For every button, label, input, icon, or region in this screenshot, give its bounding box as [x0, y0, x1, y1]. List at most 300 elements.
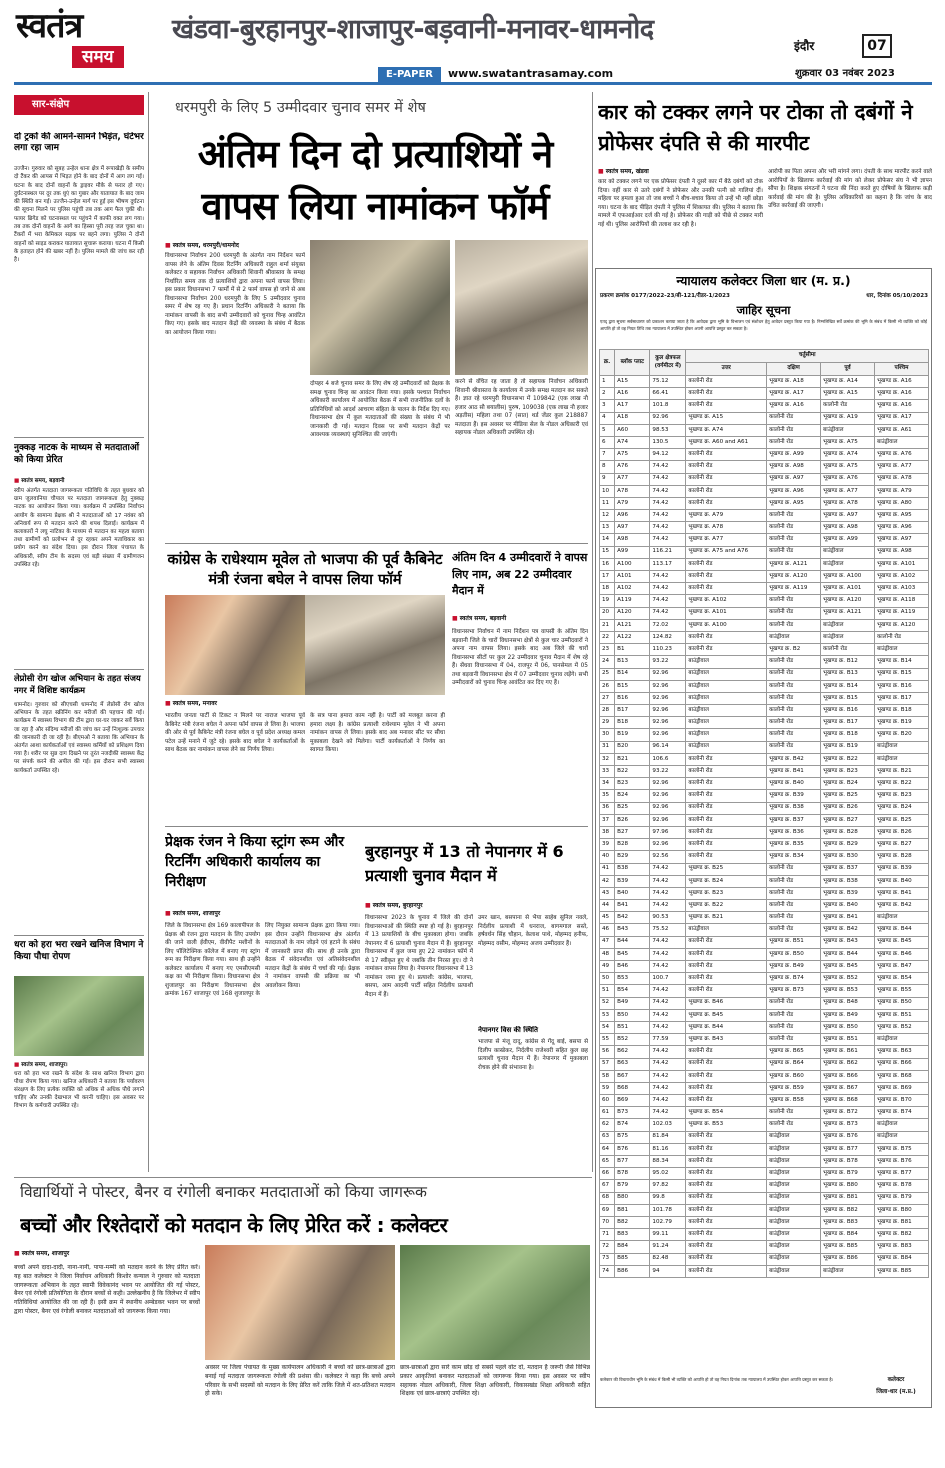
table-row [600, 826, 929, 838]
table-cell: भूखण्ड क्र. B35 [767, 839, 821, 851]
table-cell: भूखण्ड क्र. B42 [821, 924, 875, 936]
notice-date: धार, दिनांक 05/10/2023 [866, 293, 928, 299]
table-cell: 61 [600, 1107, 615, 1119]
divider [165, 826, 588, 827]
table-cell: 40 [600, 851, 615, 863]
table-cell: कालोनी रोड [686, 826, 767, 838]
table-cell: बाउंड्रीवाल [767, 631, 821, 643]
table-cell: B13 [615, 656, 650, 668]
table-cell: B44 [615, 936, 650, 948]
table-cell: कालोनी रोड [767, 412, 821, 424]
table-cell: 74.42 [650, 497, 686, 509]
table-cell: A101 [615, 571, 650, 583]
table-cell: भूखण्ड क्र. A103 [875, 583, 929, 595]
table-cell: A100 [615, 558, 650, 570]
table-cell: भूखण्ड क्र. A101 [875, 558, 929, 570]
newspaper-logo [14, 8, 164, 68]
table-cell: भूखण्ड क्र. A96 [875, 522, 929, 534]
table-cell: 100.7 [650, 973, 686, 985]
table-cell: B52 [615, 1034, 650, 1046]
table-cell: कालोनी रोड [686, 449, 767, 461]
table-cell: बाउंड्रीवाल [821, 546, 875, 558]
table-cell: B21 [615, 753, 650, 765]
table-cell: भूखण्ड क्र. B22 [821, 753, 875, 765]
table-cell: भूखण्ड क्र. A75 [821, 461, 875, 473]
table-cell: बाउंड्रीवाल [767, 1204, 821, 1216]
table-cell: कालोनी रोड [686, 948, 767, 960]
table-cell: कालोनी रोड [686, 1082, 767, 1094]
table-cell: B80 [615, 1192, 650, 1204]
table-cell: 74 [600, 1265, 615, 1277]
table-cell: B43 [615, 924, 650, 936]
table-cell: भूखण्ड क्र. A75 [821, 436, 875, 448]
table-cell: A16 [615, 388, 650, 400]
brief4-byline: ■ स्वतंत्र समय, शाजापुर। [14, 1062, 144, 1070]
table-row [600, 400, 929, 412]
table-cell: 68 [600, 1192, 615, 1204]
table-cell: भूखण्ड क्र. B51 [821, 1034, 875, 1046]
table-cell: B73 [615, 1107, 650, 1119]
table-row [600, 619, 929, 631]
table-cell: B79 [615, 1180, 650, 1192]
table-cell: 26 [600, 680, 615, 692]
table-cell: A76 [615, 461, 650, 473]
table-cell: भूखण्ड क्र. B27 [875, 839, 929, 851]
table-cell: बाउंड्रीवाल [767, 1229, 821, 1241]
table-cell: भूखण्ड क्र. B42 [875, 900, 929, 912]
table-cell: 19 [600, 595, 615, 607]
table-cell: 47 [600, 936, 615, 948]
website-url[interactable]: www.swatantrasamay.com [448, 67, 614, 80]
table-row [600, 863, 929, 875]
table-row [600, 875, 929, 887]
table-cell: बाउंड्रीवाल [767, 1192, 821, 1204]
table-cell: भूखण्ड क्र. A79 [686, 510, 767, 522]
table-cell: भूखण्ड क्र. B74 [875, 1107, 929, 1119]
table-cell: 94.12 [650, 449, 686, 461]
table-cell: 74.42 [650, 1082, 686, 1094]
table-row [600, 485, 929, 497]
table-cell: भूखण्ड क्र. B48 [821, 997, 875, 1009]
col-group-boundaries: चर्तुसीमा [686, 350, 929, 363]
table-row [600, 766, 929, 778]
table-cell: भूखण्ड क्र. A102 [875, 571, 929, 583]
table-cell: भूखण्ड क्र. B79 [821, 1168, 875, 1180]
table-cell: कालोनी रोड [686, 461, 767, 473]
table-cell: A122 [615, 631, 650, 643]
table-cell: 70 [600, 1216, 615, 1228]
table-cell: भूखण्ड क्र. A119 [767, 583, 821, 595]
table-cell: 110.23 [650, 644, 686, 656]
table-cell: बाउंड्रीवाल [875, 436, 929, 448]
table-cell: भूखण्ड क्र. B15 [821, 692, 875, 704]
table-cell: भूखण्ड क्र. B82 [821, 1204, 875, 1216]
table-cell: भूखण्ड क्र. B67 [821, 1082, 875, 1094]
brief4-title: धरा को हरा भरा रखने खनिज विभाग ने किया पौधा रोपण [14, 940, 144, 962]
table-cell: भूखण्ड क्र. B39 [821, 887, 875, 899]
table-row [600, 1119, 929, 1131]
table-cell: 74.42 [650, 1009, 686, 1021]
table-row [600, 705, 929, 717]
plantation-photo [14, 976, 144, 1056]
table-cell: कालोनी रोड [767, 595, 821, 607]
notice-signatory: कलेक्टर [887, 1377, 905, 1383]
table-cell: भूखण्ड क्र. B40 [875, 875, 929, 887]
table-cell: 75.52 [650, 924, 686, 936]
table-cell: 24 [600, 656, 615, 668]
table-cell: कालोनी रोड [767, 656, 821, 668]
table-cell: भूखण्ड क्र. A16 [767, 400, 821, 412]
table-cell: बाउंड्रीवाल [686, 692, 767, 704]
table-cell: कालोनी रोड [686, 1143, 767, 1155]
table-cell: 74.42 [650, 461, 686, 473]
table-cell: भूखण्ड क्र. B83 [875, 1241, 929, 1253]
table-row [600, 1241, 929, 1253]
table-cell: बाउंड्रीवाल [821, 1265, 875, 1277]
table-cell: A74 [615, 436, 650, 448]
table-row [600, 631, 929, 643]
table-cell: 28 [600, 705, 615, 717]
table-cell: भूखण्ड क्र. B41 [875, 887, 929, 899]
table-cell: 8 [600, 461, 615, 473]
col-serial: क्र. [600, 350, 615, 376]
table-cell: 21 [600, 619, 615, 631]
table-cell: कालोनी रोड [686, 985, 767, 997]
table-cell: बाउंड्रीवाल [821, 424, 875, 436]
table-cell: कालोनी रोड [767, 619, 821, 631]
table-cell: भूखण्ड क्र. B81 [875, 1216, 929, 1228]
story7-headline: बच्चों और रिश्तेदारों को मतदान के लिए प्रेरित करें : कलेक्टर [20, 1213, 448, 1237]
page-number: 07 [862, 34, 892, 58]
table-cell: A121 [615, 619, 650, 631]
table-cell: भूखण्ड क्र. B85 [821, 1241, 875, 1253]
table-cell: भूखण्ड क्र. B44 [821, 948, 875, 960]
story4-byline: ■ स्वतंत्र समय, शाजापुर [165, 910, 355, 918]
divider [14, 669, 144, 670]
brief2-body: स्वीप अंतर्गत मतदाता जागरूकता गतिविधि के तहत बुधवार को ग्राम जुलवानिया चौपाल पर मतदाता जागरूकता हेतु नुक्कड़ नाटक का आयोजन किया गया। कार्यक्रम में उपस्थित निर्वाचन आयोग के सामान्य प्रेक्षक श्री ने मतदाताओं को 17 नवंबर को अनिवार्य रूप से मतदान करने की शपथ दिलाई। कार्यक्रम में कलाकारों ने लघु नाटिका के माध्यम से मतदान का महत्व बताया तथा ग्रामीणों को प्रलोभन से दूर रहकर अपने मताधिकार का प्रयोग करने का संदेश दिया। इस दौरान जिला पंचायत के अधिकारी, स्वीप टीम के सदस्य एवं बड़ी संख्या में ग्रामीणजन उपस्थित रहे। [14, 488, 144, 568]
table-row [600, 1216, 929, 1228]
table-cell: 73 [600, 1253, 615, 1265]
table-row [600, 424, 929, 436]
table-cell: B15 [615, 680, 650, 692]
table-cell: भूखण्ड क्र. B51 [767, 936, 821, 948]
table-cell: B78 [615, 1168, 650, 1180]
table-cell: कालोनी रोड [686, 583, 767, 595]
table-cell: भूखण्ड क्र. B69 [875, 1082, 929, 1094]
table-row [600, 558, 929, 570]
table-cell: भूखण्ड क्र. B15 [875, 668, 929, 680]
table-cell: बाउंड्रीवाल [686, 741, 767, 753]
table-cell: B40 [615, 887, 650, 899]
table-cell: भूखण्ड क्र. B30 [821, 851, 875, 863]
table-cell: 74.42 [650, 510, 686, 522]
table-cell: भूखण्ड क्र. B13 [821, 668, 875, 680]
table-row [600, 790, 929, 802]
table-cell: B76 [615, 1143, 650, 1155]
rangoli-photo [400, 1245, 590, 1360]
table-row [600, 1107, 929, 1119]
table-cell: भूखण्ड क्र. B75 [875, 1143, 929, 1155]
table-cell: 5 [600, 424, 615, 436]
table-cell: भूखण्ड क्र. B26 [821, 802, 875, 814]
brief1-body: उज्जैन। गुरुवार को सुबह उन्हेल थाना क्षेत्र में रूपाखेड़ी के समीप दो टैंकर की आपस में भिड़त होने के बाद दोनों में आग लग गई। घटना के बाद दोनों वाहनों के ड्राइवर मौके से फरार हो गए। दुर्घटनास्थल पर दूर तक धुएं का गुबार और यातायात के बाद जाम की स्थिति बन गई। उज्जैन-उन्हेल मार्ग पर हुई इस भीषण दुर्घटना की सूचना मिलने पर पुलिस पहुंची तब तक आग फैल चुकी थी। फायर ब्रिगेड को घटनास्थल पर पहुंचने में काफी वक्त लग गया। तब तक दोनों वाहनों के आगे का हिस्सा पूरी तरह जल चुका था। टैंकरों में भरा केमिकल सड़क पर बहने लगा। पुलिस ने दोनों वाहनों को साइड कराकर यातायात सुचारू कराया। घटना में किसी के हताहत होने की खबर नहीं है। पुलिस मामले की जांच कर रही है। [14, 166, 144, 264]
table-cell: 59 [600, 1082, 615, 1094]
table-cell: A120 [615, 607, 650, 619]
table-cell: भूखण्ड क्र. A61 [875, 424, 929, 436]
table-row [600, 1131, 929, 1143]
table-cell: 74.42 [650, 522, 686, 534]
brief3-title: लेप्रोसी रोग खोज अभियान के तहत संजय नगर में विशिष्ट कार्यक्रम [14, 673, 141, 695]
table-cell: कालोनी रोड [767, 546, 821, 558]
table-cell: कालोनी रोड [767, 522, 821, 534]
table-cell: 74.42 [650, 607, 686, 619]
table-cell: 32 [600, 753, 615, 765]
table-cell: बाउंड्रीवाल [686, 680, 767, 692]
table-cell: भूखण्ड क्र. B73 [767, 985, 821, 997]
table-cell: बाउंड्रीवाल [767, 1265, 821, 1277]
table-cell: कालोनी रोड [686, 1253, 767, 1265]
table-cell: भूखण्ड क्र. B37 [821, 863, 875, 875]
table-cell: 15 [600, 546, 615, 558]
table-cell: भूखण्ड क्र. B47 [875, 961, 929, 973]
table-cell: B23 [615, 778, 650, 790]
table-cell: बाउंड्रीवाल [767, 1180, 821, 1192]
table-cell: भूखण्ड क्र. A97 [875, 534, 929, 546]
table-cell: B69 [615, 1095, 650, 1107]
table-cell: बाउंड्रीवाल [821, 631, 875, 643]
story5-byline: ■ स्वतंत्र समय, बुरहानपुर [365, 902, 585, 910]
table-row [600, 449, 929, 461]
table-cell: 60 [600, 1095, 615, 1107]
table-cell: कालोनी रोड [686, 497, 767, 509]
table-cell: कालोनी रोड [767, 607, 821, 619]
table-cell: भूखण्ड क्र. A101 [686, 607, 767, 619]
table-cell: भूखण्ड क्र. A16 [875, 388, 929, 400]
table-cell: 94 [650, 1265, 686, 1277]
table-cell: कालोनी रोड [767, 534, 821, 546]
table-cell: भूखण्ड क्र. B41 [767, 766, 821, 778]
table-cell: भूखण्ड क्र. B38 [821, 875, 875, 887]
table-cell: भूखण्ड क्र. B52 [821, 973, 875, 985]
table-cell: कालोनी रोड [686, 644, 767, 656]
table-cell: 35 [600, 790, 615, 802]
table-cell: भूखण्ड क्र. B2 [767, 644, 821, 656]
table-cell: भूखण्ड क्र. B60 [767, 1070, 821, 1082]
table-cell: 13 [600, 522, 615, 534]
table-cell: B17 [615, 705, 650, 717]
table-cell: भूखण्ड क्र. B45 [686, 1009, 767, 1021]
table-cell: B39 [615, 875, 650, 887]
col-south: दक्षिण [767, 363, 821, 376]
table-cell: भूखण्ड क्र. A80 [875, 497, 929, 509]
table-cell: 75.12 [650, 376, 686, 388]
table-cell: भूखण्ड क्र. A79 [875, 485, 929, 497]
table-cell: भूखण्ड क्र. A95 [767, 497, 821, 509]
table-cell: 92.96 [650, 790, 686, 802]
table-cell: भूखण्ड क्र. A99 [821, 534, 875, 546]
table-cell: 2 [600, 388, 615, 400]
table-cell: कालोनी रोड [686, 753, 767, 765]
table-cell: 66 [600, 1168, 615, 1180]
table-row [600, 571, 929, 583]
table-cell: 67 [600, 1180, 615, 1192]
table-cell: A78 [615, 485, 650, 497]
table-cell: 45 [600, 912, 615, 924]
table-cell: A18 [615, 412, 650, 424]
table-cell: 74.42 [650, 1070, 686, 1082]
table-cell: 50 [600, 973, 615, 985]
table-cell: 101.78 [650, 1204, 686, 1216]
table-cell: 43 [600, 887, 615, 899]
table-row [600, 1192, 929, 1204]
table-cell: 39 [600, 839, 615, 851]
table-cell: भूखण्ड क्र. A99 [767, 449, 821, 461]
table-cell: कालोनी रोड [686, 1216, 767, 1228]
table-cell: भूखण्ड क्र. B49 [821, 1009, 875, 1021]
story3-body: विधानसभा निर्वाचन में नाम निर्देशन पत्र वापसी के अंतिम दिन बड़वानी जिले के चारों विधानसभा क्षेत्रों से कुल चार उम्मीदवारों ने अपना नाम वापस लिया। इसके बाद अब जिले की चारों विधानसभा सीटों पर कुल 22 उम्मीदवार चुनाव मैदान में शेष रहे हैं। सेंधवा विधानसभा में 04, राजपुर में 06, पानसेमल में 05 तथा बड़वानी विधानसभा क्षेत्र में 07 उम्मीदवार चुनाव लड़ेंगे। सभी उम्मीदवारों को चुनाव चिन्ह आवंटित कर दिए गए हैं। [452, 629, 588, 686]
epaper-badge: E-PAPER [378, 67, 441, 83]
table-row [600, 412, 929, 424]
story7-body-col2: अवसर पर जिला पंचायत के मुख्य कार्यपालन अधिकारी ने बच्चों को छात्र-छात्राओं द्वारा बनाई गई मतदाता जागरूकता रंगोली की प्रशंसा की। कलेक्टर ने कहा कि बच्चे अपने परिवार के सभी सदस्यों को मतदान के लिए प्रेरित करें ताकि जिले में शत-प्रतिशत मतदान हो सके। [205, 1364, 395, 1398]
table-cell: B20 [615, 741, 650, 753]
table-cell: कालोनी रोड [767, 668, 821, 680]
table-cell: बाउंड्रीवाल [767, 1253, 821, 1265]
table-cell: भूखण्ड क्र. A97 [821, 510, 875, 522]
poster-competition-photo [205, 1245, 395, 1360]
story4-headline: प्रेक्षक रंजन ने किया स्ट्रांग रूम और रिटर्निंग अधिकारी कार्यालय का निरीक्षण [165, 834, 345, 890]
story5-headline: बुरहानपुर में 13 तो नेपानगर में 6 प्रत्याशी चुनाव मैदान में [365, 842, 564, 885]
table-row [600, 717, 929, 729]
table-cell: कालोनी रोड [686, 558, 767, 570]
story7-body-col1: बच्चों अपने दादा-दादी, नाना-नानी, पापा-मम्मी को मतदान करने के लिए प्रेरित करें। यह बात कलेक्टर ने जिला निर्वाचन अधिकारी किशोर कन्याल ने गुरुवार को मतदाता जागरूकता अभियान के तहत स्वामी विवेकानंद भवन पर आयोजित की गई पोस्टर, बैनर एवं रंगोली प्रतियोगिता के दौरान बच्चों से कही। उल्लेखनीय है कि जिलेभर में स्वीप गतिविधियां आयोजित की जा रही हैं। इसी क्रम में स्थानीय अम्बेडकर भवन पर बच्चों द्वारा पोस्टर, बैनर एवं रंगोली बनाकर मतदाताओं को जागरूक किया गया। [14, 1264, 200, 1315]
table-cell: A96 [615, 510, 650, 522]
table-cell: कालोनी रोड [686, 1046, 767, 1058]
table-row [600, 741, 929, 753]
table-row [600, 985, 929, 997]
table-cell: कालोनी रोड [686, 778, 767, 790]
table-row [600, 912, 929, 924]
table-cell: 95.02 [650, 1168, 686, 1180]
table-cell: B16 [615, 692, 650, 704]
table-cell: भूखण्ड क्र. A121 [821, 607, 875, 619]
table-cell: B22 [615, 766, 650, 778]
table-cell: 33 [600, 766, 615, 778]
table-cell: भूखण्ड क्र. A77 [686, 534, 767, 546]
table-cell: भूखण्ड क्र. B22 [686, 900, 767, 912]
column-divider [592, 92, 593, 1172]
table-cell: भूखण्ड क्र. B85 [875, 1265, 929, 1277]
table-cell: 64 [600, 1143, 615, 1155]
table-cell: भूखण्ड क्र. B49 [767, 961, 821, 973]
table-cell: भूखण्ड क्र. B23 [821, 766, 875, 778]
table-cell: कालोनी रोड [686, 936, 767, 948]
table-cell: कालोनी रोड [767, 997, 821, 1009]
table-cell: कालोनी रोड [686, 814, 767, 826]
editions-title: खंडवा-बुरहानपुर-शाजापुर-बड़वानी-मनावर-धामनोद [172, 14, 654, 45]
notice-title: न्यायालय कलेक्टर जिला धार (म. प्र.) [676, 273, 851, 288]
table-cell: कालोनी रोड [821, 400, 875, 412]
table-cell: भूखण्ड क्र. A100 [686, 619, 767, 631]
notice-signatory-office: जिला-धार (म.प्र.) [876, 1389, 916, 1395]
table-cell: भूखण्ड क्र. A15 [821, 388, 875, 400]
table-cell: भूखण्ड क्र. B22 [875, 778, 929, 790]
table-cell: कालोनी रोड [686, 766, 767, 778]
table-cell: भूखण्ड क्र. B40 [821, 900, 875, 912]
table-cell: 92.96 [650, 839, 686, 851]
notice-footer: कलेक्टर की विचाराधीन भूमि के संबंध में किसी भी व्यक्ति को आपत्ति हो तो वह नियत दिनांक तक न्यायालय में उपस्थित होकर आपत्ति प्रस्तुत कर सकता है। [600, 1377, 834, 1382]
table-cell: भूखण्ड क्र. A74 [821, 449, 875, 461]
table-cell: 74.42 [650, 485, 686, 497]
table-cell: कालोनी रोड [686, 376, 767, 388]
story6-body-col2: आरोपी का पिता अपना और भरी मांगने लगा। दंपती के साथ मारपीट करने वाले आरोपियों के खिलाफ कार्रवाई की मांग को लेकर प्रोफेसर संघ ने भी ज्ञापन सौंपा है। शिक्षक संगठनों ने घटना की निंदा करते हुए दोषियों के खिलाफ कड़ी कार्रवाई की मांग की है। पुलिस अधिकारियों का कहना है कि जांच के बाद उचित कार्रवाई की जाएगी। [768, 169, 932, 209]
table-cell: भूखण्ड क्र. B29 [821, 839, 875, 851]
table-cell: कालोनी रोड [686, 1204, 767, 1216]
table-cell: A102 [615, 583, 650, 595]
table-row [600, 692, 929, 704]
table-cell: भूखण्ड क्र. A19 [821, 412, 875, 424]
story2-byline: ■ स्वतंत्र समय, मनावर [165, 700, 305, 708]
table-cell: B50 [615, 1009, 650, 1021]
table-cell: 69 [600, 1204, 615, 1216]
table-row [600, 1034, 929, 1046]
table-cell: भूखण्ड क्र. A74 [686, 424, 767, 436]
table-cell: 81.84 [650, 1131, 686, 1143]
table-cell: 74.42 [650, 595, 686, 607]
table-cell: B75 [615, 1131, 650, 1143]
col-east: पूर्व [821, 363, 875, 376]
table-cell: भूखण्ड क्र. B70 [875, 1095, 929, 1107]
table-cell: भूखण्ड क्र. B73 [821, 1119, 875, 1131]
table-header-row [600, 350, 929, 363]
table-cell: भूखण्ड क्र. B39 [875, 863, 929, 875]
table-cell: 102.03 [650, 1119, 686, 1131]
story6-headline: कार को टक्कर लगने पर टोका तो दबंगों ने प्रोफेसर दंपति से की मारपीट [598, 100, 913, 155]
table-cell: भूखण्ड क्र. B54 [875, 973, 929, 985]
table-cell: कालोनी रोड [767, 1021, 821, 1033]
brief2-title: नुक्कड़ नाटक के माध्यम से मतदाताओं को किया प्रेरित [14, 443, 140, 465]
table-cell: कालोनी रोड [686, 1168, 767, 1180]
table-row [600, 607, 929, 619]
table-cell: कालोनी रोड [686, 1229, 767, 1241]
table-cell: A79 [615, 497, 650, 509]
table-cell: 74.42 [650, 961, 686, 973]
table-cell: 49 [600, 961, 615, 973]
table-cell: 92.96 [650, 412, 686, 424]
table-cell: भूखण्ड क्र. B37 [767, 814, 821, 826]
table-cell: भूखण्ड क्र. B18 [875, 705, 929, 717]
table-cell: भूखण्ड क्र. B78 [875, 1180, 929, 1192]
table-cell: B25 [615, 802, 650, 814]
table-cell: भूखण्ड क्र. B53 [686, 1119, 767, 1131]
table-cell: भूखण्ड क्र. B65 [767, 1046, 821, 1058]
table-cell: 31 [600, 741, 615, 753]
public-notice-box [595, 268, 932, 1408]
table-cell: भूखण्ड क्र. A102 [686, 595, 767, 607]
table-cell: भूखण्ड क्र. B64 [767, 1058, 821, 1070]
table-cell: 113.17 [650, 558, 686, 570]
table-row [600, 1253, 929, 1265]
column-divider [148, 92, 149, 1172]
table-cell: भूखण्ड क्र. B41 [821, 912, 875, 924]
table-cell: कालोनी रोड [686, 1180, 767, 1192]
table-body [600, 376, 929, 1278]
table-row [600, 583, 929, 595]
table-row [600, 1168, 929, 1180]
table-cell: 82.48 [650, 1253, 686, 1265]
story3-headline: अंतिम दिन 4 उम्मीदवारों ने वापस लिए नाम, अब 22 उम्मीदवार मैदान में [452, 551, 588, 597]
table-cell: 74.42 [650, 863, 686, 875]
table-cell: भूखण्ड क्र. A78 [821, 497, 875, 509]
